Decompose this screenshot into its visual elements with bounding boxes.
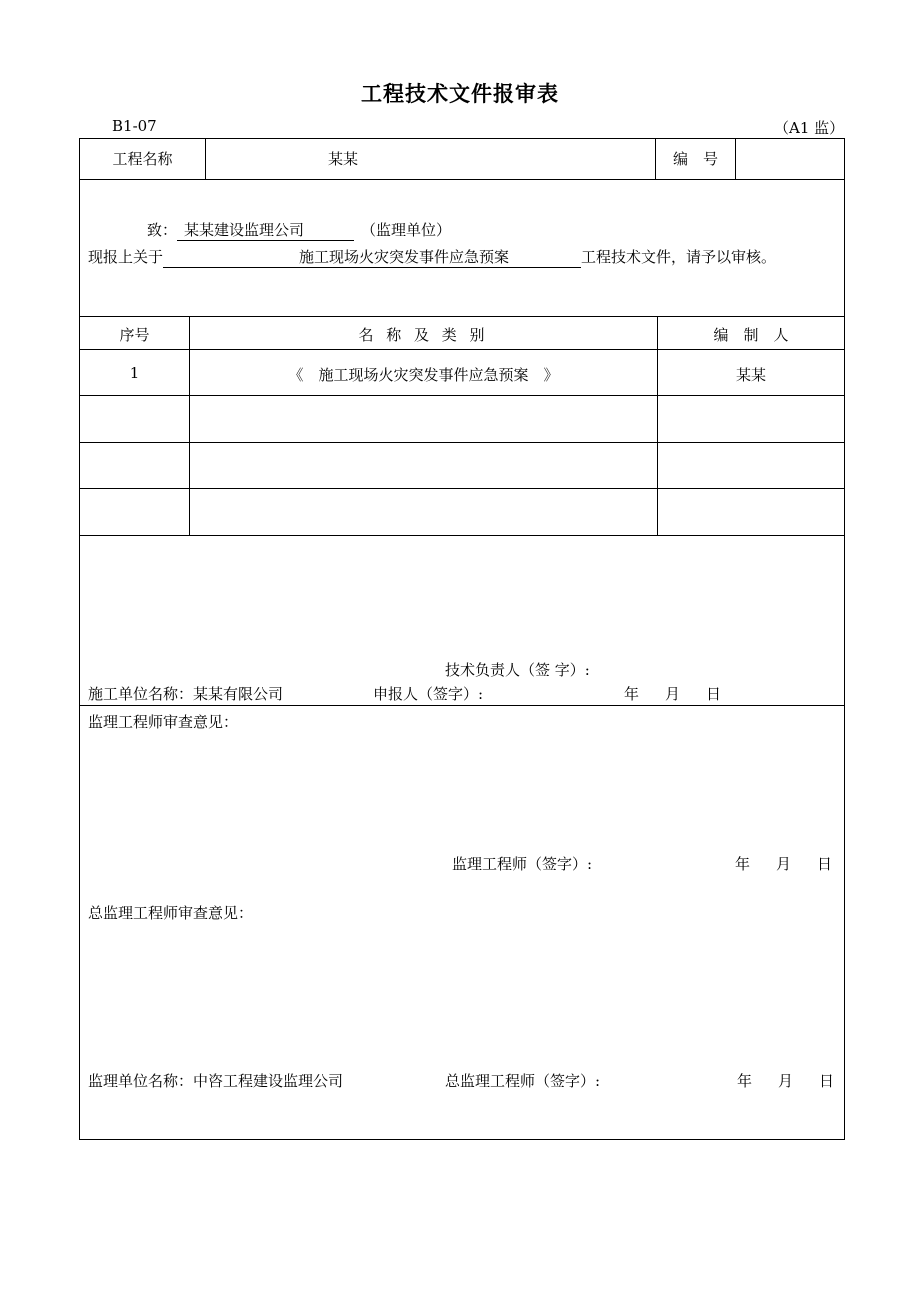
supervision-company: 监理单位名称：中咨工程建设监理公司 bbox=[88, 1072, 344, 1090]
engineer-signature: 监理工程师（签字）: bbox=[452, 855, 593, 873]
row-no: 1 bbox=[129, 364, 140, 382]
form-number: B1-07 bbox=[112, 117, 157, 135]
report-line bbox=[88, 246, 776, 268]
col-header-author: 编 制 人 bbox=[713, 326, 789, 344]
page-title: 工程技术文件报审表 bbox=[361, 82, 559, 106]
contractor-company: 施工单位名称：某某有限公司 bbox=[88, 685, 284, 703]
chief-month: 月 bbox=[778, 1072, 794, 1090]
chief-day: 日 bbox=[819, 1072, 835, 1090]
form-type: （A1 监） bbox=[774, 119, 845, 137]
report-value: 施工现场火灾突发事件应急预案 bbox=[163, 246, 581, 268]
row-name: 《 施工现场火灾突发事件应急预案 》 bbox=[288, 366, 559, 384]
chief-year: 年 bbox=[737, 1072, 753, 1090]
report-prefix: 现报上关于 bbox=[88, 248, 164, 266]
project-name-value: 某某 bbox=[327, 150, 358, 168]
engineer-review-label: 监理工程师审查意见： bbox=[88, 713, 239, 731]
number-label: 编 号 bbox=[672, 150, 718, 168]
report-suffix: 工程技术文件，请予以审核。 bbox=[581, 248, 777, 266]
col-header-no: 序号 bbox=[119, 326, 150, 344]
addressee-line bbox=[147, 219, 451, 241]
tech-lead-signature: 技术负责人（签 字）: bbox=[445, 661, 590, 679]
addressee-prefix: 致： bbox=[147, 221, 178, 239]
project-name-label: 工程名称 bbox=[112, 150, 173, 168]
chief-review-label: 总监理工程师审查意见： bbox=[88, 904, 254, 922]
contractor-day: 日 bbox=[706, 685, 722, 703]
applicant-signature: 申报人（签字）: bbox=[373, 685, 484, 703]
engineer-day: 日 bbox=[817, 855, 833, 873]
contractor-month: 月 bbox=[665, 685, 681, 703]
engineer-year: 年 bbox=[735, 855, 751, 873]
addressee-value: 某某建设监理公司 bbox=[177, 219, 354, 241]
chief-signature: 总监理工程师（签字）: bbox=[445, 1072, 601, 1090]
row-author: 某某 bbox=[735, 366, 766, 384]
col-header-name: 名 称 及 类 别 bbox=[358, 326, 489, 344]
contractor-year: 年 bbox=[624, 685, 640, 703]
addressee-suffix: （监理单位） bbox=[361, 221, 452, 239]
engineer-month: 月 bbox=[776, 855, 792, 873]
